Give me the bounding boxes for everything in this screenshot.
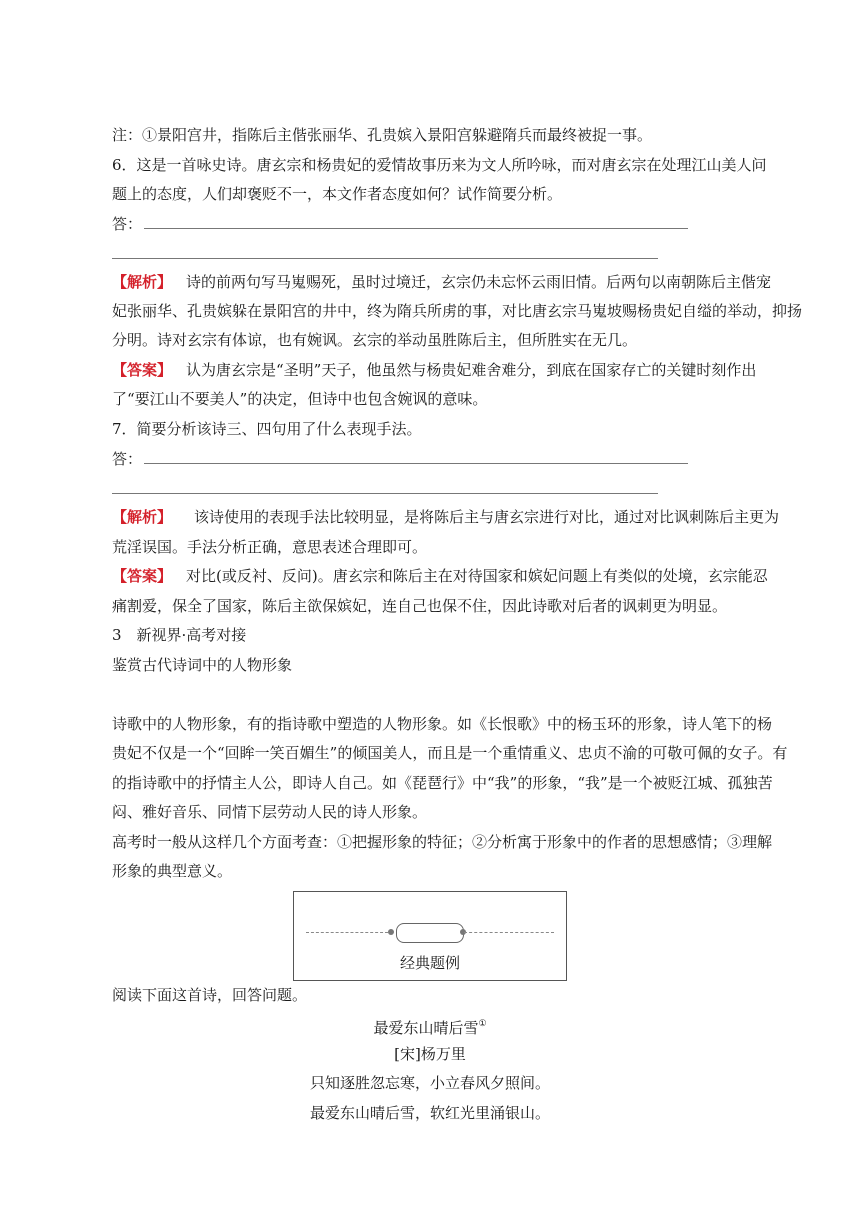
analysis-tag: 【解析】 (112, 508, 173, 526)
banner-pill (396, 923, 464, 943)
question-6-text-line-2: 题上的态度，人们却褒贬不一，本文作者态度如何？试作简要分析。 (112, 185, 563, 203)
section-subheading: 鉴赏古代诗词中的人物形象 (112, 656, 293, 674)
answer-tag: 【答案】 (112, 567, 173, 585)
banner-left-dot (388, 929, 394, 935)
analysis-text: 诗的前两句写马嵬赐死，虽时过境迁，玄宗仍未忘怀云雨旧情。后两句以南朝陈后主偕宠 (186, 273, 772, 291)
question-7-answer-line-2-text: 痛割爱，保全了国家，陈后主欲保嫔妃，连自己也保不住，因此诗歌对后者的讽刺更为明显。 (112, 597, 728, 615)
footnote: 注：①景阳宫井，指陈后主偕张丽华、孔贵嫔入景阳宫躲避隋兵而最终被捉一事。 (112, 126, 653, 144)
question-6-analysis-line-3: 分明。诗对玄宗有体谅，也有婉讽。玄宗的举动虽胜陈后主，但所胜实在无几。 (112, 331, 638, 349)
question-7-answer-label: 答： (112, 450, 143, 468)
question-6-answer-line-2[interactable] (112, 258, 658, 259)
banner-right-dashes (464, 932, 554, 933)
banner-label: 经典题例 (399, 954, 460, 972)
paragraph-1-line-1: 诗歌中的人物形象，有的指诗歌中塑造的人物形象。如《长恨歌》中的杨玉环的形象，诗人笔下的杨 (112, 715, 773, 733)
question-6-answer-label: 答： (112, 215, 143, 233)
example-banner (293, 891, 567, 981)
answer-text: 认为唐玄宗是“圣明”天子，他虽然与杨贵妃难舍难分，到底在国家存亡的关键时刻作出 (186, 361, 757, 379)
paragraph-2-line-1: 高考时一般从这样几个方面考查：①把握形象的特征；②分析寓于形象中的作者的思想感情；③理解 (112, 833, 773, 851)
analysis-tag: 【解析】 (112, 273, 173, 291)
poem-title (0, 1014, 860, 1038)
question-6-answer-line-2-text: 了“要江山不要美人”的决定，但诗中也包含婉讽的意味。 (112, 390, 488, 408)
question-7-analysis-line-1 (112, 507, 782, 527)
poem-title-note: ① (478, 1019, 487, 1029)
question-7-answer-line-1-text (112, 566, 782, 586)
answer-text: 对比(或反衬、反问)。唐玄宗和陈后主在对待国家和嫔妃问题上有类似的处境，玄宗能忍 (186, 567, 768, 585)
paragraph-1-line-3: 的指诗歌中的抒情主人公，即诗人自己。如《琵琶行》中“我”的形象，“我”是一个被贬江城、孤独苦 (112, 774, 773, 792)
question-7-answer-line-2[interactable] (112, 493, 658, 494)
section-heading: 3 新视界·高考对接 (112, 626, 247, 644)
poem-line-1: 只知逐胜忽忘寒，小立春风夕照间。 (309, 1074, 550, 1092)
question-7-answer-line-1[interactable] (144, 463, 688, 464)
question-6-analysis-line-2: 妃张丽华、孔贵嫔躲在景阳宫的井中，终为隋兵所虏的事，对比唐玄宗马嵬坡赐杨贵妃自缢的举动，抑扬 (112, 302, 803, 320)
paragraph-2-line-2: 形象的典型意义。 (112, 862, 233, 880)
question-6-analysis-line-1 (112, 272, 782, 292)
paragraph-1-line-2: 贵妃不仅是一个“回眸一笑百媚生”的倾国美人，而且是一个重情重义、忠贞不渝的可敬可佩的女子。有 (112, 744, 788, 762)
banner-left-dashes (306, 932, 388, 933)
paragraph-1-line-4: 闷、雅好音乐、同情下层劳动人民的诗人形象。 (112, 803, 428, 821)
poem-line-2: 最爱东山晴后雪，软红光里涌银山。 (309, 1104, 550, 1122)
question-7-text: 7．简要分析该诗三、四句用了什么表现手法。 (112, 420, 422, 438)
poem-title-text: 最爱东山晴后雪 (373, 1019, 479, 1037)
question-6-answer-line-1-text (112, 360, 782, 380)
analysis-text: 该诗使用的表现手法比较明显，是将陈后主与唐玄宗进行对比，通过对比讽刺陈后主更为 (194, 508, 780, 526)
question-7-analysis-line-2: 荒淫误国。手法分析正确，意思表述合理即可。 (112, 538, 428, 556)
question-6-answer-line-1[interactable] (144, 228, 688, 229)
question-6-text-line-1: 6．这是一首咏史诗。唐玄宗和杨贵妃的爱情故事历来为文人所吟咏，而对唐玄宗在处理江山美人问 (112, 156, 767, 174)
poem-author: [宋]杨万里 (394, 1045, 466, 1063)
instruction: 阅读下面这首诗，回答问题。 (112, 986, 308, 1004)
answer-tag: 【答案】 (112, 361, 173, 379)
